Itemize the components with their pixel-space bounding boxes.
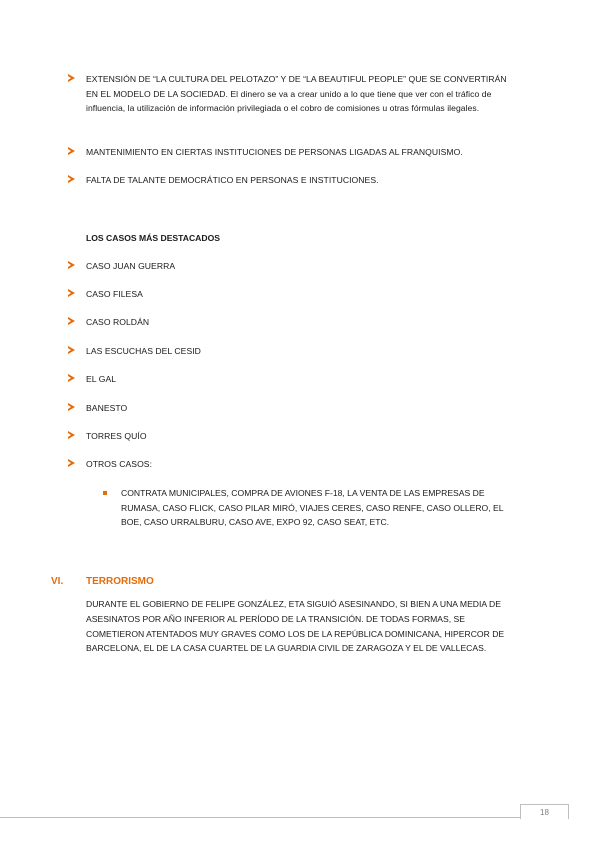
case-item	[68, 457, 508, 472]
orange-arrow-icon	[68, 175, 75, 183]
cases-heading: LOS CASOS MÁS DESTACADOS	[86, 233, 221, 243]
list-item	[68, 173, 508, 188]
orange-arrow-icon	[68, 374, 75, 382]
case-item	[68, 259, 508, 274]
section-number: VI.	[51, 576, 64, 587]
list-item-text: MANTENIMIENTO EN CIERTAS INSTITUCIONES DE PERSONAS LIGADAS AL FRANQUISMO.	[86, 147, 463, 157]
case-item-text: EL GAL	[86, 374, 117, 384]
orange-arrow-icon	[68, 74, 75, 82]
orange-arrow-icon	[68, 317, 75, 325]
list-item-text: FALTA DE TALANTE DEMOCRÁTICO EN PERSONAS E INSTITUCIONES.	[86, 175, 379, 185]
section-title: TERRORISMO	[86, 576, 154, 587]
orange-arrow-icon	[68, 346, 75, 354]
list-item	[68, 145, 508, 160]
case-item-text: LAS ESCUCHAS DEL CESID	[86, 346, 201, 356]
page-number: 18	[520, 804, 569, 819]
case-item	[68, 344, 508, 359]
orange-arrow-icon	[68, 431, 75, 439]
case-item	[68, 372, 508, 387]
list-item	[68, 72, 508, 116]
case-item-text: CASO FILESA	[86, 289, 143, 299]
orange-arrow-icon	[68, 289, 75, 297]
orange-arrow-icon	[68, 147, 75, 155]
case-item-text: TORRES QUÍO	[86, 431, 147, 441]
orange-arrow-icon	[68, 403, 75, 411]
case-item	[68, 401, 508, 416]
orange-arrow-icon	[68, 261, 75, 269]
case-item	[68, 287, 508, 302]
case-item-text: CASO ROLDÁN	[86, 317, 150, 327]
case-item-text: OTROS CASOS:	[86, 459, 153, 469]
orange-arrow-icon	[68, 459, 75, 467]
other-cases-item	[103, 486, 523, 530]
list-item-text: EXTENSIÓN DE “LA CULTURA DEL PELOTAZO” Y DE “LA BEAUTIFUL PEOPLE” QUE SE CONVERTIRÁN EN EL MODELO DE LA SOCIEDAD. El dinero se va a crear unido a lo que tiene que ver con el tráfico de influencia, la utilización de información privilegiada o el cobro de comisiones u otras fórmulas ilegales.	[86, 74, 507, 114]
case-item	[68, 315, 508, 330]
case-item	[68, 429, 508, 444]
other-cases-text: CONTRATA MUNICIPALES, COMPRA DE AVIONES F-18, LA VENTA DE LAS EMPRESAS DE RUMASA, CASO FLICK, CASO PILAR MIRÓ, VIAJES CERES, CASO RENFE, CASO OLLERO, EL BOE, CASO URRALBURU, CASO AVE, EXPO 92, CASO SEAT, ETC.	[121, 488, 504, 528]
footer-rule	[0, 817, 520, 818]
case-item-text: BANESTO	[86, 403, 128, 413]
section-body: DURANTE EL GOBIERNO DE FELIPE GONZÁLEZ, ETA SIGUIÓ ASESINANDO, SI BIEN A UNA MEDIA DE ASESINATOS POR AÑO INFERIOR AL PERÍODO DE LA TRANSICIÓN. DE TODAS FORMAS, SE COMETIERON ATENTADOS MUY GRAVES COMO LOS DE LA REPÚBLICA DOMINICANA, HIPERCOR DE BARCELONA, EL DE LA CASA CUARTEL DE LA GUARDIA CIVIL DE ZARAGOZA Y EL DE VALLECAS.	[86, 599, 505, 654]
case-item-text: CASO JUAN GUERRA	[86, 261, 176, 271]
orange-square-bullet-icon	[103, 491, 107, 495]
